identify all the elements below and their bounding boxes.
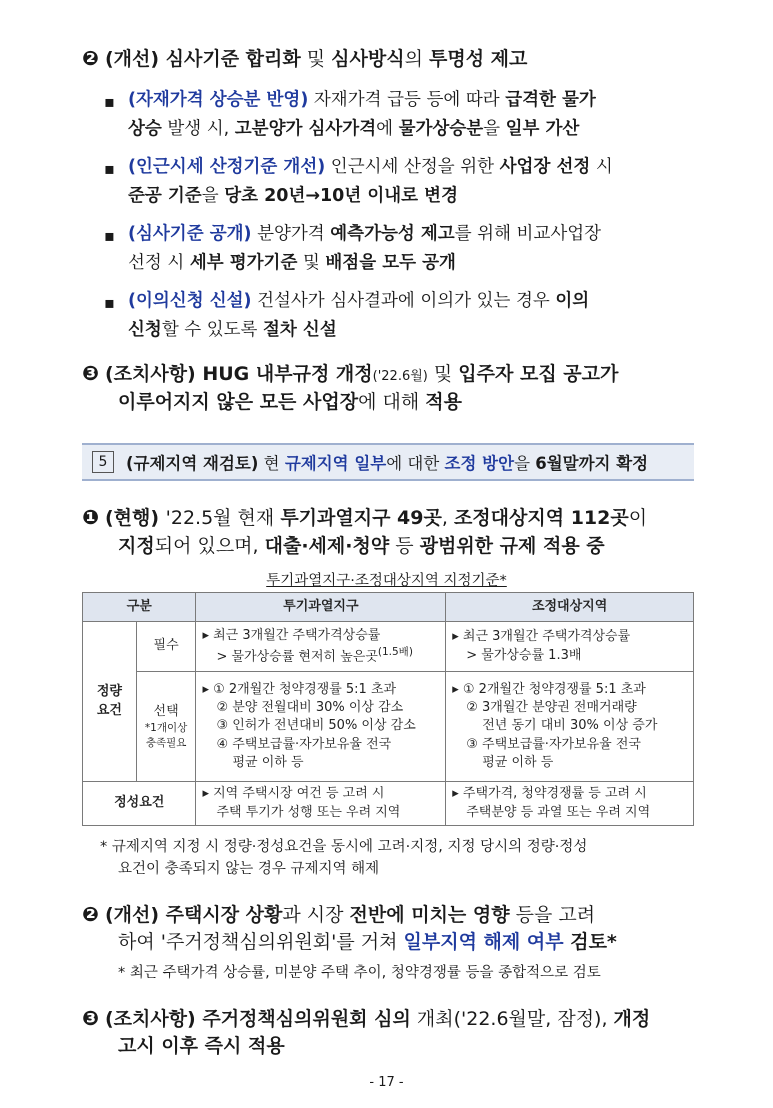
text-span: 발생 시, bbox=[161, 119, 235, 139]
text-span: 등을 고려 bbox=[509, 904, 596, 926]
table-row bbox=[83, 782, 694, 826]
bullet-marker: ▪ bbox=[104, 159, 115, 178]
number-marker: ❶ bbox=[82, 505, 99, 529]
text-span: 개최('22.6월말, 잠정), bbox=[410, 1008, 614, 1030]
text-span: 일부 가산 bbox=[505, 119, 580, 139]
page-number: - 17 - bbox=[369, 1075, 404, 1090]
bullet-3-line2 bbox=[128, 253, 456, 274]
text-span: 를 위해 비교사업장 bbox=[454, 224, 602, 244]
text-span: 분양가격 bbox=[251, 224, 331, 244]
text-span: 및 bbox=[297, 253, 326, 273]
p2-line2 bbox=[118, 931, 617, 954]
text-span: 전반에 미치는 영향 bbox=[349, 904, 510, 926]
text-span: 광범위한 규제 적용 중 bbox=[419, 535, 605, 557]
text-span: 고시 이후 즉시 적용 bbox=[118, 1035, 285, 1057]
text-span: (이의신청 신설) bbox=[128, 291, 252, 311]
text-span: 의 bbox=[404, 48, 429, 70]
text-span: 등 bbox=[389, 535, 420, 557]
text-span: (조치사항) bbox=[104, 363, 203, 385]
qual-label: 정성요건 bbox=[83, 782, 196, 826]
bullet-2-line1 bbox=[128, 157, 613, 178]
text-line: ② 분양 전월대비 30% 이상 감소 bbox=[216, 700, 404, 716]
bullet-1-line1 bbox=[128, 90, 596, 111]
criteria-table bbox=[82, 592, 694, 826]
text-line: 주택분양 등 과열 또는 우려 지역 bbox=[466, 804, 651, 820]
text-line: ④ 주택보급률·자가보유율 전국 bbox=[216, 736, 392, 752]
text-span: 과 시장 bbox=[282, 904, 350, 926]
text-line: 평균 이하 등 bbox=[482, 754, 554, 770]
text-span: 주거정책심의위원회 심의 bbox=[202, 1008, 411, 1030]
required-label: 필수 bbox=[136, 622, 196, 672]
text-span: ('22.6월) bbox=[372, 369, 428, 384]
text-span: 투기과열지구 49곳 bbox=[280, 507, 442, 529]
bullet-4-line1 bbox=[128, 291, 589, 312]
text-span: HUG 내부규정 개정 bbox=[202, 363, 373, 385]
text-span: 시 bbox=[590, 157, 613, 177]
text-line: ▸ ① 2개월간 청약경쟁률 5:1 초과 bbox=[202, 682, 397, 698]
text-span: 선정 시 bbox=[128, 253, 190, 273]
superscript: (1.5배) bbox=[377, 645, 413, 658]
text-span: (조치사항) bbox=[104, 1008, 203, 1030]
text-span: 검토* bbox=[563, 931, 617, 953]
p1-line1 bbox=[82, 505, 647, 530]
text-span: (현행) bbox=[104, 507, 166, 529]
text-span: 되어 있으며, bbox=[154, 535, 265, 557]
text-span: (자재가격 상승분 반영) bbox=[128, 90, 309, 110]
text-line: ▸ 지역 주택시장 여건 등 고려 시 bbox=[202, 786, 385, 802]
bullet-4-line2 bbox=[128, 320, 337, 341]
number-marker: ❷ bbox=[82, 902, 99, 926]
p1-line2 bbox=[118, 535, 605, 558]
table-caption: 투기과열지구·조정대상지역 지정기준* bbox=[266, 573, 507, 589]
qual-cell-2 bbox=[446, 782, 694, 826]
number-marker: ❸ bbox=[82, 1006, 99, 1030]
section-5-title bbox=[126, 450, 648, 474]
text-span: 이 bbox=[628, 507, 648, 529]
optional-cell-1 bbox=[196, 672, 446, 782]
text-span: 적용 bbox=[425, 391, 462, 413]
text-span: 에 대해 bbox=[358, 391, 426, 413]
optional-cell-2 bbox=[446, 672, 694, 782]
text-span: 및 bbox=[427, 363, 459, 385]
bullet-2-line2 bbox=[128, 186, 458, 207]
text-span: 이루어지지 않은 모든 사업장 bbox=[118, 391, 359, 413]
text-span: 을 bbox=[514, 454, 536, 473]
text-span: 6월말까지 확정 bbox=[535, 454, 649, 473]
p3-line1 bbox=[82, 1006, 650, 1031]
text-span: 주택시장 상황 bbox=[165, 904, 283, 926]
qual-cell-1 bbox=[196, 782, 446, 826]
bullet-1-line2 bbox=[128, 119, 579, 140]
text-span: 투명성 제고 bbox=[429, 48, 528, 70]
text-span: 을 bbox=[201, 186, 225, 206]
s3-line1 bbox=[82, 361, 618, 386]
table-note-line1: * 규제지역 지정 시 정량·정성요건을 동시에 고려·지정, 지정 당시의 정량·정성 bbox=[100, 839, 588, 855]
text-span: 에 bbox=[376, 119, 399, 139]
table-row bbox=[83, 622, 694, 672]
text-span: '22.5월 현재 bbox=[165, 507, 281, 529]
text-span: 입주자 모집 공고가 bbox=[458, 363, 619, 385]
bullet-3-line1 bbox=[128, 224, 601, 245]
text-line: 평균 이하 등 bbox=[232, 754, 304, 770]
text-span: 정량 bbox=[96, 684, 122, 700]
text-span: 절차 신설 bbox=[263, 320, 337, 340]
text-span: 자재가격 급등 등에 따라 bbox=[308, 90, 506, 110]
p2-note: * 최근 주택가격 상승률, 미분양 주택 추이, 청약경쟁률 등을 종합적으로 검토 bbox=[118, 965, 601, 981]
text-span: 인근시세 산정을 위한 bbox=[325, 157, 500, 177]
text-span: (심사기준 공개) bbox=[128, 224, 252, 244]
text-line: ③ 인허가 전년대비 50% 이상 감소 bbox=[216, 718, 416, 734]
text-span: , bbox=[441, 507, 454, 529]
text-line: *1개이상 bbox=[144, 721, 188, 734]
text-line: ▸ 최근 3개월간 주택가격상승률 bbox=[202, 627, 381, 643]
text-span: 및 bbox=[300, 48, 332, 70]
text-line: > 물가상승률 1.3배 bbox=[466, 647, 582, 663]
s2-heading bbox=[82, 46, 527, 71]
text-span: 규제지역 일부 bbox=[284, 454, 387, 473]
number-marker: ❷ bbox=[82, 46, 99, 70]
optional-label-cell bbox=[136, 672, 196, 782]
text-line: ③ 주택보급률·자가보유율 전국 bbox=[466, 736, 641, 752]
text-span: 당초 20년→10년 이내로 변경 bbox=[224, 186, 458, 206]
text-span: (개선) bbox=[104, 904, 166, 926]
text-span: 현 bbox=[258, 454, 285, 473]
header-adjustment-zone: 조정대상지역 bbox=[446, 593, 694, 622]
text-span: 심사방식 bbox=[331, 48, 405, 70]
text-line: 전년 동기 대비 30% 이상 증가 bbox=[482, 718, 658, 734]
text-span: 심사기준 합리화 bbox=[165, 48, 301, 70]
text-line: ▸ 주택가격, 청약경쟁률 등 고려 시 bbox=[452, 786, 647, 802]
text-span: 조정 방안 bbox=[444, 454, 515, 473]
p2-line1 bbox=[82, 902, 595, 927]
text-line: ② 3개월간 분양권 전매거래량 bbox=[466, 700, 637, 716]
text-span: 일부지역 해제 여부 bbox=[403, 931, 564, 953]
text-span: 이의 bbox=[555, 291, 590, 311]
text-span: 예측가능성 제고 bbox=[330, 224, 455, 244]
text-span: 물가상승분 bbox=[398, 119, 484, 139]
text-span: 지정 bbox=[118, 535, 155, 557]
text-span: 배점을 모두 공개 bbox=[325, 253, 456, 273]
text-line: ▸ ① 2개월간 청약경쟁률 5:1 초과 bbox=[452, 682, 646, 698]
p3-line2 bbox=[118, 1035, 285, 1058]
header-speculative-zone: 투기과열지구 bbox=[196, 593, 446, 622]
text-span: 준공 기준 bbox=[128, 186, 202, 206]
text-span: 개정 bbox=[613, 1008, 651, 1030]
text-line: ▸ 최근 3개월간 주택가격상승률 bbox=[452, 629, 631, 645]
text-span: (인근시세 산정기준 개선) bbox=[128, 157, 326, 177]
number-marker: ❸ bbox=[82, 361, 99, 385]
required-cell-2 bbox=[446, 622, 694, 672]
text-span: 신청 bbox=[128, 320, 162, 340]
table-header-row bbox=[83, 593, 694, 622]
required-cell-1 bbox=[196, 622, 446, 672]
section-number-box: 5 bbox=[92, 451, 114, 473]
label-text: (개선) bbox=[104, 48, 166, 70]
text-span: 하여 '주거정책심의위원회'를 거쳐 bbox=[118, 931, 404, 953]
text-span: > 물가상승률 현저히 높은곳 bbox=[216, 649, 378, 665]
text-span: 건설사가 심사결과에 이의가 있는 경우 bbox=[251, 291, 556, 311]
section-5-header bbox=[82, 443, 694, 481]
text-span: (규제지역 재검토) bbox=[126, 454, 259, 473]
bullet-marker: ▪ bbox=[104, 293, 115, 312]
bullet-marker: ▪ bbox=[104, 92, 115, 111]
quant-label-cell bbox=[83, 622, 137, 782]
bullet-marker: ▪ bbox=[104, 226, 115, 245]
header-category: 구분 bbox=[83, 593, 196, 622]
text-span: 할 수 있도록 bbox=[161, 320, 264, 340]
text-span: 에 대한 bbox=[386, 454, 445, 473]
text-span: 요건 bbox=[96, 702, 122, 718]
text-line: 주택 투기가 성행 또는 우려 지역 bbox=[216, 804, 401, 820]
text-span: 을 bbox=[483, 119, 506, 139]
s3-line2 bbox=[118, 391, 462, 414]
optional-label: 선택 bbox=[153, 703, 179, 719]
table-note-line2: 요건이 충족되지 않는 경우 규제지역 해제 bbox=[118, 861, 380, 877]
text-span: 대출·세제·청약 bbox=[264, 535, 390, 557]
text-line: 충족필요 bbox=[145, 736, 187, 749]
table-row bbox=[83, 672, 694, 782]
text-span: 사업장 선정 bbox=[499, 157, 591, 177]
text-span: 상승 bbox=[128, 119, 162, 139]
text-span: 세부 평가기준 bbox=[189, 253, 298, 273]
text-span: 고분양가 심사가격 bbox=[234, 119, 377, 139]
text-span: 급격한 물가 bbox=[505, 90, 596, 110]
text-span: 조정대상지역 112곳 bbox=[453, 507, 629, 529]
